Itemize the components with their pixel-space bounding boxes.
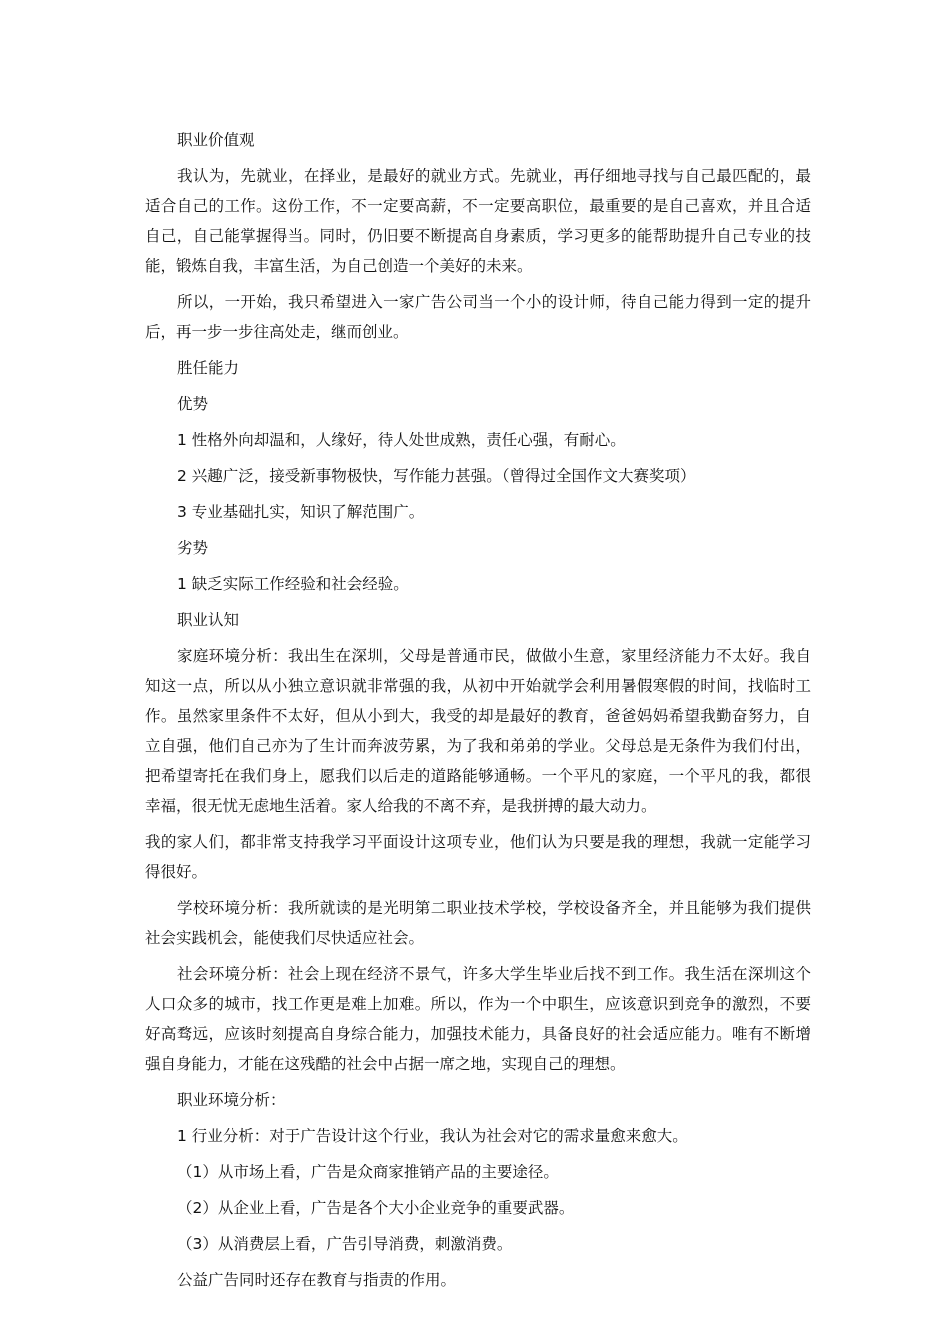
- industry-point-2: （2）从企业上看，广告是各个大小企业竞争的重要武器。: [177, 1199, 575, 1217]
- industry-point-1: （1）从市场上看，广告是众商家推销产品的主要途径。: [177, 1163, 559, 1181]
- document-page: [145, 125, 811, 1301]
- weakness-item-1: 1 缺乏实际工作经验和社会经验。: [177, 575, 409, 593]
- heading-strengths: 优势: [177, 395, 209, 413]
- paragraph-family-support: 我的家人们，都非常支持我学习平面设计这项专业，他们认为只要是我的理想，我就一定能学习得很好。: [145, 833, 811, 881]
- strength-item-2: 2 兴趣广泛，接受新事物极快，写作能力甚强。（曾得过全国作文大赛奖项）: [177, 467, 696, 485]
- heading-career-values: 职业价值观: [177, 131, 255, 149]
- paragraph-school-environment: 学校环境分析：我所就读的是光明第二职业技术学校，学校设备齐全，并且能够为我们提供社会实践机会，能使我们尽快适应社会。: [145, 899, 811, 947]
- paragraph-family-environment: 家庭环境分析：我出生在深圳，父母是普通市民，做做小生意，家里经济能力不太好。我自知这一点，所以从小独立意识就非常强的我，从初中开始就学会利用暑假寒假的时间，找临时工作。虽然家里条件不太好，但从小到大，我受的却是最好的教育，爸爸妈妈希望我勤奋努力，自立自强，他们自己亦为了生计而奔波劳累，为了我和弟弟的学业。父母总是无条件为我们付出，把希望寄托在我们身上，愿我们以后走的道路能够通畅。一个平凡的家庭，一个平凡的我，都很幸福，很无忧无虑地生活着。家人给我的不离不弃，是我拼搏的最大动力。: [145, 647, 811, 815]
- industry-point-3: （3）从消费层上看，广告引导消费，刺激消费。: [177, 1235, 513, 1253]
- strength-item-3: 3 专业基础扎实，知识了解范围广。: [177, 503, 425, 521]
- industry-analysis-item: 1 行业分析：对于广告设计这个行业，我认为社会对它的需求量愈来愈大。: [177, 1127, 688, 1145]
- strength-item-1: 1 性格外向却温和，人缘好，待人处世成熟，责任心强，有耐心。: [177, 431, 626, 449]
- paragraph-career-values: 我认为，先就业，在择业，是最好的就业方式。先就业，再仔细地寻找与自己最匹配的，最适合自己的工作。这份工作，不一定要高薪，不一定要高职位，最重要的是自己喜欢，并且合适自己，自己能掌握得当。同时，仍旧要不断提高自身素质，学习更多的能帮助提升自己专业的技能，锻炼自我，丰富生活，为自己创造一个美好的未来。: [145, 167, 811, 275]
- heading-competence: 胜任能力: [177, 359, 240, 377]
- paragraph-social-environment: 社会环境分析：社会上现在经济不景气，许多大学生毕业后找不到工作。我生活在深圳这个人口众多的城市，找工作更是难上加难。所以，作为一个中职生，应该意识到竞争的激烈，不要好高骛远，应该时刻提高自身综合能力，加强技术能力，具备良好的社会适应能力。唯有不断增强自身能力，才能在这残酷的社会中占据一席之地，实现自己的理想。: [145, 965, 811, 1073]
- paragraph-public-ads: 公益广告同时还存在教育与指责的作用。: [177, 1271, 457, 1289]
- heading-career-environment: 职业环境分析：: [177, 1091, 286, 1109]
- paragraph-initial-plan: 所以，一开始，我只希望进入一家广告公司当一个小的设计师，待自己能力得到一定的提升后，再一步一步往高处走，继而创业。: [145, 293, 811, 341]
- heading-weaknesses: 劣势: [177, 539, 209, 557]
- heading-career-cognition: 职业认知: [177, 611, 240, 629]
